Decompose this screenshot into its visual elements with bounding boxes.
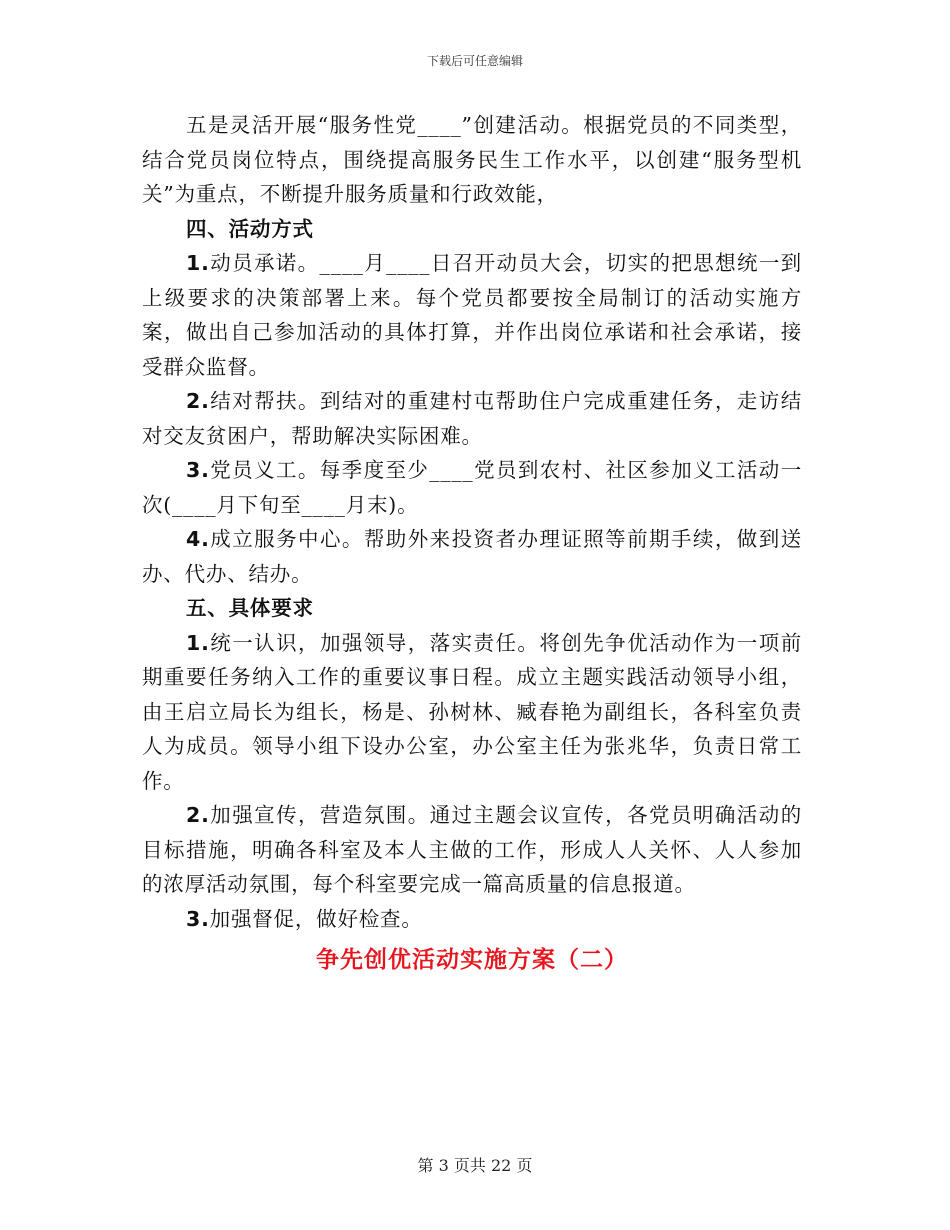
- heading-specific-requirements: 五、具体要求: [186, 596, 314, 620]
- page-header-note: 下载后可任意编辑: [426, 54, 523, 68]
- item-number: 3.: [186, 906, 210, 931]
- paragraph-text: 加强宣传，营造氛围。通过主题会议宣传，各党员明确活动的目标措施，明确各科室及本人主做的工作，形成人人关怀、人人参加的浓厚活动氛围，每个科室要完成一篇高质量的信息报道。: [142, 803, 802, 896]
- paragraph-item: [142, 798, 802, 902]
- paragraph-text: 动员承诺。____月____日召开动员大会，切实的把思想统一到上级要求的决策部署上来。每个党员都要按全局制订的活动实施方案，做出自己参加活动的具体打算，并作出岗位承诺和社会承诺，接受群众监督。: [142, 251, 802, 379]
- paragraph-item: [142, 384, 802, 453]
- paragraph-item: [142, 522, 802, 591]
- item-number: 4.: [186, 527, 210, 551]
- paragraph-item: [142, 626, 802, 799]
- paragraph-item: [142, 453, 802, 522]
- paragraph-text: 统一认识，加强领导，落实责任。将创先争优活动作为一项前期重要任务纳入工作的重要议事日程。成立主题实践活动领导小组，由王启立局长为组长，杨是、孙树林、臧春艳为副组长，各科室负责人为成员。领导小组下设办公室，办公室主任为张兆华，负责日常工作。: [142, 630, 802, 793]
- item-number: 1.: [186, 251, 210, 275]
- item-number: 2.: [186, 803, 210, 827]
- paragraph-item: [142, 246, 802, 384]
- item-number: 3.: [186, 458, 210, 482]
- page-footer: 第 3 页共 22 页: [417, 1156, 533, 1175]
- paragraph-intro: [142, 108, 802, 212]
- document-body: [142, 108, 802, 980]
- paragraph-text: 结对帮扶。到结对的重建村屯帮助住户完成重建任务，走访结对交友贫困户，帮助解决实际困难。: [142, 389, 802, 448]
- paragraph-text: 成立服务中心。帮助外来投资者办理证照等前期手续，做到送办、代办、结办。: [142, 527, 802, 586]
- paragraph-text: 党员义工。每季度至少____党员到农村、社区参加义工活动一次(____月下旬至____月末)。: [142, 458, 802, 517]
- heading-activity-methods: 四、活动方式: [186, 216, 314, 241]
- paragraph-text: 加强督促，做好检查。: [209, 906, 423, 931]
- paragraph-text: 五是灵活开展“服务性党____”创建活动。根据党员的不同类型，结合党员岗位特点，围绕提高服务民生工作水平，以创建“服务型机关”为重点，不断提升服务质量和行政效能，: [142, 113, 802, 206]
- paragraph-item: [142, 902, 802, 937]
- section-title: 争先创优活动实施方案（二）: [316, 947, 628, 973]
- item-number: 1.: [186, 630, 210, 655]
- item-number: 2.: [186, 389, 210, 413]
